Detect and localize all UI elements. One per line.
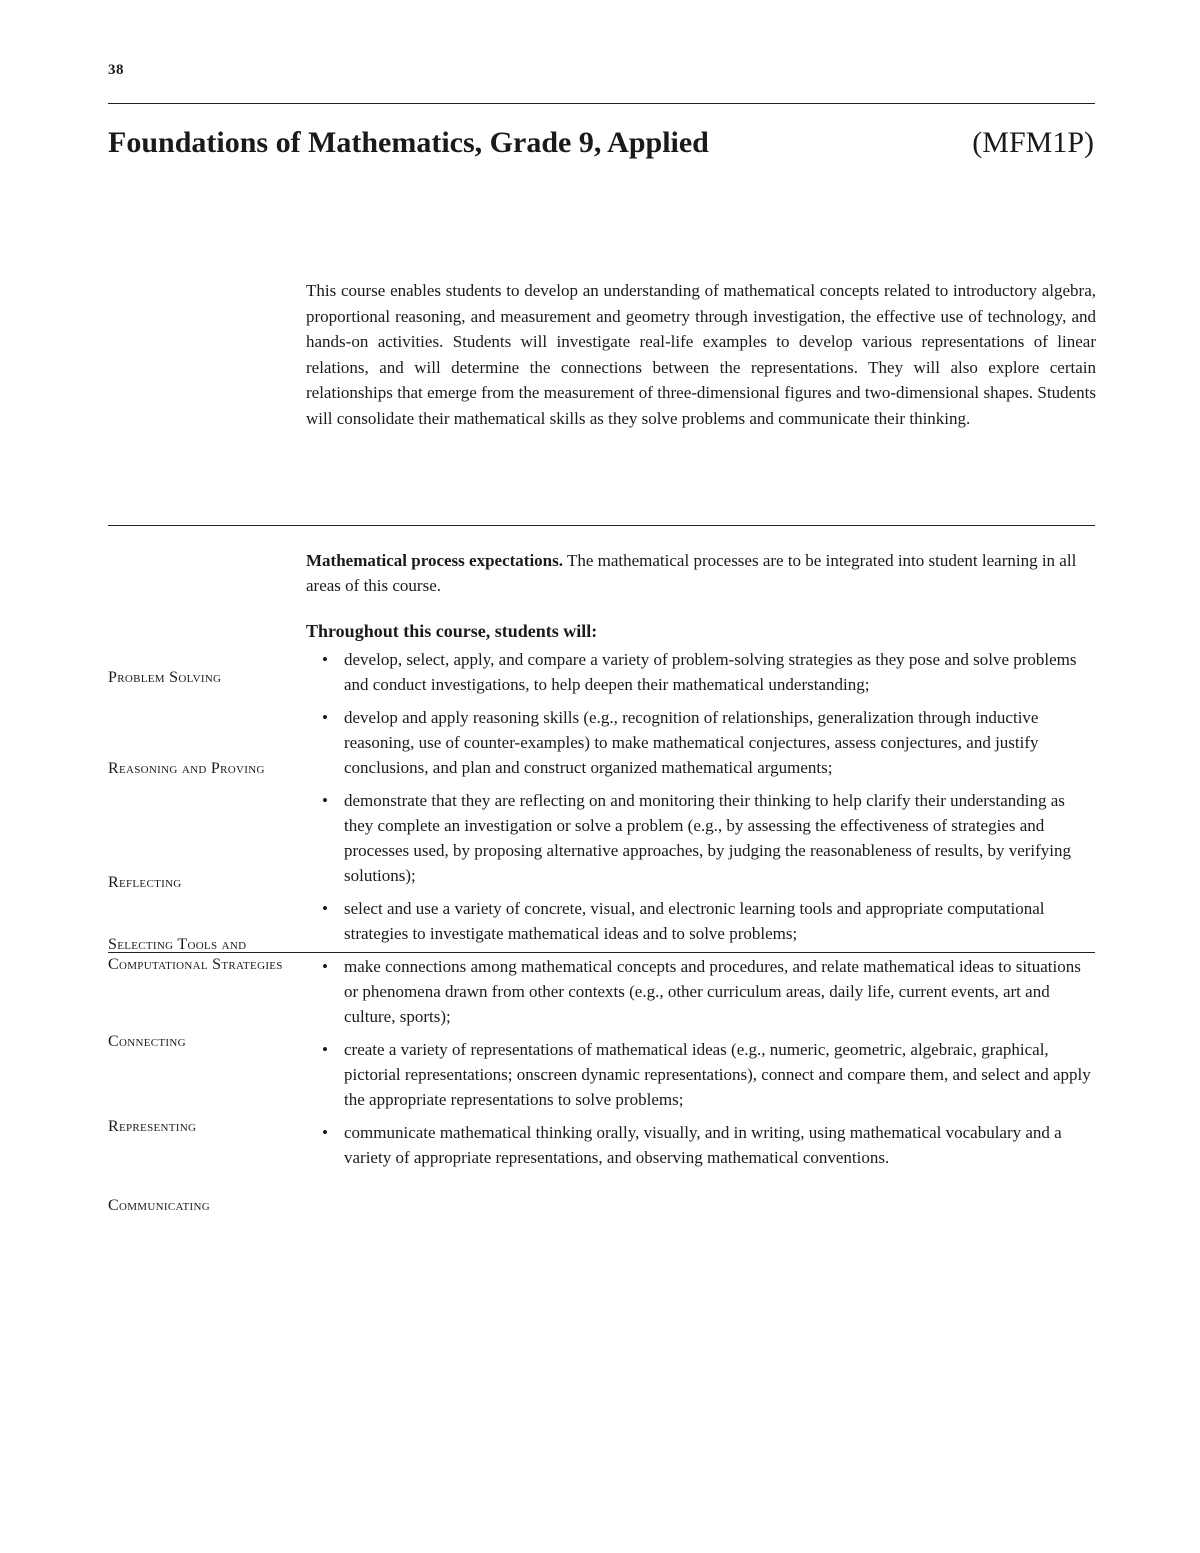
list-item	[306, 1120, 1096, 1170]
side-label-representing: Representing	[108, 1118, 197, 1135]
bullet-glyph: •	[322, 1040, 328, 1059]
course-description: This course enables students to develop an understanding of mathematical concepts related to introductory algebra, proportional reasoning, and measurement and geometry through investigation, the effective use of technology, and hands-on activities. Students will investigate real-life examples to develop various representations of linear relations, and will determine the connections between the representations. They will also explore certain relationships that emerge from the measurement of three-dimensional figures and two-dimensional shapes. Students will consolidate their mathematical skills as they solve problems and communicate their thinking.	[306, 281, 1096, 428]
list-item-text: develop, select, apply, and compare a variety of problem-solving strategies as they pose and solve problems and conduct investigations, to help deepen their mathematical understanding;	[344, 650, 1077, 694]
bullet-glyph: •	[322, 899, 328, 918]
list-item	[306, 705, 1096, 780]
bullet-glyph: •	[322, 957, 328, 976]
top-rule	[108, 103, 1095, 104]
course-code: (MFM1P)	[972, 126, 1094, 159]
bottom-rule	[108, 952, 1095, 953]
bullet-glyph: •	[322, 1123, 328, 1142]
course-title: Foundations of Mathematics, Grade 9, Applied	[108, 126, 709, 159]
list-item	[306, 896, 1096, 946]
list-item-text: demonstrate that they are reflecting on and monitoring their thinking to help clarify their understanding as they complete an investigation or solve a problem (e.g., by assessing the effectiveness of strategies and processes used, by proposing alternative approaches, by judging the reasonableness of results, by verifying solutions);	[344, 791, 1072, 885]
list-item	[306, 954, 1096, 1029]
process-intro-text: The mathematical processes are to be integrated into student learning in all areas of this course.	[306, 551, 1077, 595]
side-label-reasoning-and-proving: Reasoning and Proving	[108, 760, 265, 777]
list-item-text: select and use a variety of concrete, visual, and electronic learning tools and appropriate computational strategies to investigate mathematical ideas and to solve problems;	[344, 899, 1045, 943]
side-label-connecting: Connecting	[108, 1033, 186, 1050]
process-intro	[306, 548, 1096, 598]
side-label-selecting-tools: Selecting Tools and Computational Strategies	[108, 936, 283, 973]
bullet-glyph: •	[322, 791, 328, 810]
bullet-glyph: •	[322, 650, 328, 669]
side-label-problem-solving: Problem Solving	[108, 669, 222, 686]
list-item-text: make connections among mathematical concepts and procedures, and relate mathematical ideas to situations or phenomena drawn from other contexts (e.g., other curriculum areas, daily life, current events, art and culture, sports);	[344, 957, 1081, 1026]
side-label-reflecting: Reflecting	[108, 874, 182, 891]
middle-rule	[108, 525, 1095, 526]
side-label-communicating: Communicating	[108, 1197, 210, 1214]
throughout-heading: Throughout this course, students will:	[306, 621, 598, 641]
list-item	[306, 1037, 1096, 1112]
bullet-glyph: •	[322, 708, 328, 727]
expectations-list	[306, 647, 1096, 1178]
list-item-text: develop and apply reasoning skills (e.g., recognition of relationships, generalization through inductive reasoning, use of counter-examples) to make mathematical conjectures, assess conjectures, and justify conclusions, and plan and construct organized mathematical arguments;	[344, 708, 1039, 777]
list-item	[306, 647, 1096, 697]
page-number: 38	[108, 62, 124, 78]
list-item-text: communicate mathematical thinking orally, visually, and in writing, using mathematical vocabulary and a variety of appropriate representations, and observing mathematical conventions.	[344, 1123, 1062, 1167]
list-item-text: create a variety of representations of mathematical ideas (e.g., numeric, geometric, algebraic, graphical, pictorial representations; onscreen dynamic representations), connect and compare them, and select and apply the appropriate representations to solve problems;	[344, 1040, 1091, 1109]
list-item	[306, 788, 1096, 888]
process-intro-lead: Mathematical process expectations.	[306, 551, 563, 570]
